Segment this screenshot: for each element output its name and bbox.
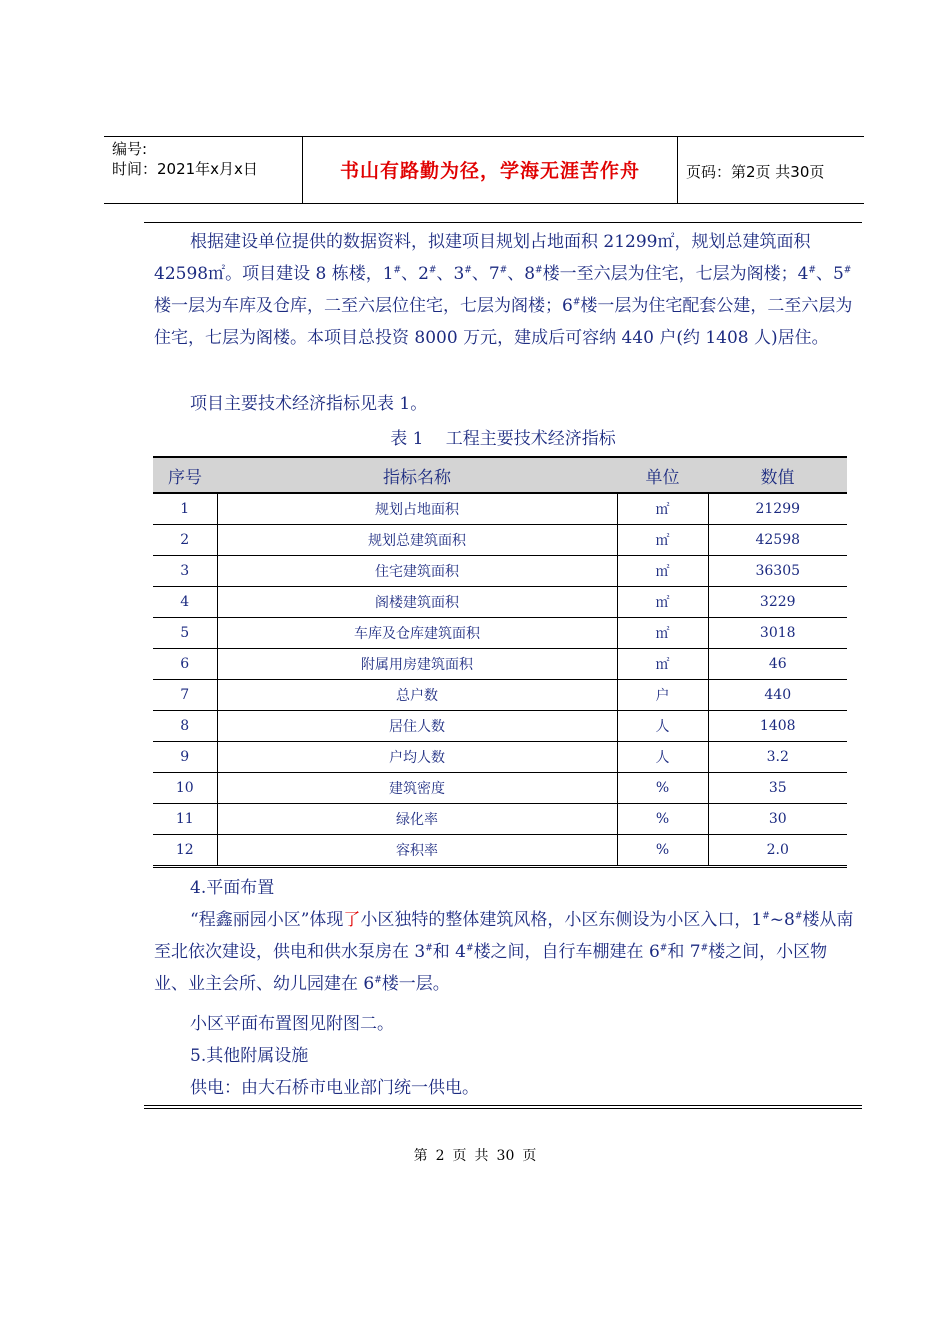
cell-value: 36305	[708, 556, 847, 587]
cell-value: 2.0	[708, 835, 847, 867]
cell-unit: %	[617, 804, 708, 835]
cell-no: 8	[153, 711, 217, 742]
intro-paragraph: 根据建设单位提供的数据资料，拟建项目规划占地面积 21299㎡，规划总建筑面积 42598㎡。项目建设 8 栋楼，1#、2#、3#、7#、8#楼一至六层为住宅，七层为阁楼；4#、5#楼一层为车库及仓库，二至六层位住宅，七层为阁楼；6#楼一层为住宅配套公建，二至六层为住宅，七层为阁楼。本项目总投资 8000 万元，建成后可容纳 440 户(约 1408 人)居住。	[154, 232, 853, 348]
cell-value: 440	[708, 680, 847, 711]
cell-unit: %	[617, 835, 708, 867]
cell-unit: ㎡	[617, 587, 708, 618]
cell-name: 住宅建筑面积	[217, 556, 617, 587]
table-row	[153, 742, 847, 773]
table-caption: 表 1 工程主要技术经济指标	[390, 429, 616, 449]
table-row	[153, 680, 847, 711]
header-page-info: 页码：第2页 共30页	[686, 163, 825, 181]
cell-no: 2	[153, 525, 217, 556]
header-divider-right	[677, 136, 678, 204]
cell-unit: 人	[617, 742, 708, 773]
cell-name: 规划占地面积	[217, 493, 617, 525]
table-row	[153, 525, 847, 556]
cell-value: 3018	[708, 618, 847, 649]
cell-no: 6	[153, 649, 217, 680]
footer-total-pages: 30	[496, 1148, 515, 1164]
cell-no: 3	[153, 556, 217, 587]
cell-unit: ㎡	[617, 525, 708, 556]
table-header-row	[153, 457, 847, 493]
header-no: 序号	[153, 457, 217, 493]
table-row	[153, 493, 847, 525]
table-row	[153, 649, 847, 680]
table-row	[153, 587, 847, 618]
cell-unit: ㎡	[617, 493, 708, 525]
table-row	[153, 618, 847, 649]
cell-no: 11	[153, 804, 217, 835]
table-row	[153, 556, 847, 587]
table-reference-paragraph: 项目主要技术经济指标见表 1。	[190, 394, 428, 414]
tech-indicator-table	[153, 456, 847, 868]
header-value: 数值	[708, 457, 847, 493]
header-unit: 单位	[617, 457, 708, 493]
header-meta	[112, 139, 258, 179]
cell-name: 居住人数	[217, 711, 617, 742]
cell-unit: 户	[617, 680, 708, 711]
header-number-label: 编号:	[112, 140, 148, 158]
cell-no: 1	[153, 493, 217, 525]
cell-no: 10	[153, 773, 217, 804]
cell-unit: ㎡	[617, 556, 708, 587]
cell-name: 车库及仓库建筑面积	[217, 618, 617, 649]
header-motto: 书山有路勤为径，学海无涯苦作舟	[339, 160, 640, 182]
content-bottom-rule	[144, 1105, 862, 1106]
cell-value: 42598	[708, 525, 847, 556]
cell-value: 3229	[708, 587, 847, 618]
cell-unit: 人	[617, 711, 708, 742]
cell-name: 规划总建筑面积	[217, 525, 617, 556]
cell-value: 3.2	[708, 742, 847, 773]
header-bottom-rule	[104, 203, 864, 204]
table-row	[153, 835, 847, 867]
section5-power-paragraph: 供电：由大石桥市电业部门统一供电。	[190, 1078, 479, 1098]
cell-value: 21299	[708, 493, 847, 525]
table-row	[153, 711, 847, 742]
page-footer: 第 2 页 共 30 页	[413, 1148, 537, 1164]
cell-value: 35	[708, 773, 847, 804]
content-bottom-rule-double	[144, 1108, 862, 1109]
cell-no: 7	[153, 680, 217, 711]
cell-no: 4	[153, 587, 217, 618]
cell-name: 总户数	[217, 680, 617, 711]
header-name: 指标名称	[217, 457, 617, 493]
section4-paragraph: “程鑫丽园小区”体现了小区独特的整体建筑风格，小区东侧设为小区入口，1#~8#楼从南至北依次建设，供电和供水泵房在 3#和 4#楼之间，自行车棚建在 6#和 7#楼之间，小区物业、业主会所、幼儿园建在 6#楼一层。	[154, 910, 854, 994]
footer-page-number: 2	[435, 1148, 445, 1164]
cell-unit: %	[617, 773, 708, 804]
table-row	[153, 773, 847, 804]
section5-title: 5.其他附属设施	[190, 1046, 309, 1066]
header-top-rule	[104, 136, 864, 137]
cell-unit: ㎡	[617, 649, 708, 680]
cell-value: 46	[708, 649, 847, 680]
cell-no: 5	[153, 618, 217, 649]
cell-value: 1408	[708, 711, 847, 742]
cell-name: 绿化率	[217, 804, 617, 835]
cell-value: 30	[708, 804, 847, 835]
cell-name: 阁楼建筑面积	[217, 587, 617, 618]
section4-layout-reference: 小区平面布置图见附图二。	[190, 1014, 394, 1034]
section4-title: 4.平面布置	[190, 878, 275, 898]
cell-name: 户均人数	[217, 742, 617, 773]
cell-name: 附属用房建筑面积	[217, 649, 617, 680]
cell-name: 建筑密度	[217, 773, 617, 804]
header-time-label: 时间：2021年x月x日	[112, 160, 258, 178]
table-row	[153, 804, 847, 835]
cell-unit: ㎡	[617, 618, 708, 649]
cell-name: 容积率	[217, 835, 617, 867]
cell-no: 9	[153, 742, 217, 773]
content-top-rule	[144, 222, 862, 223]
cell-no: 12	[153, 835, 217, 867]
